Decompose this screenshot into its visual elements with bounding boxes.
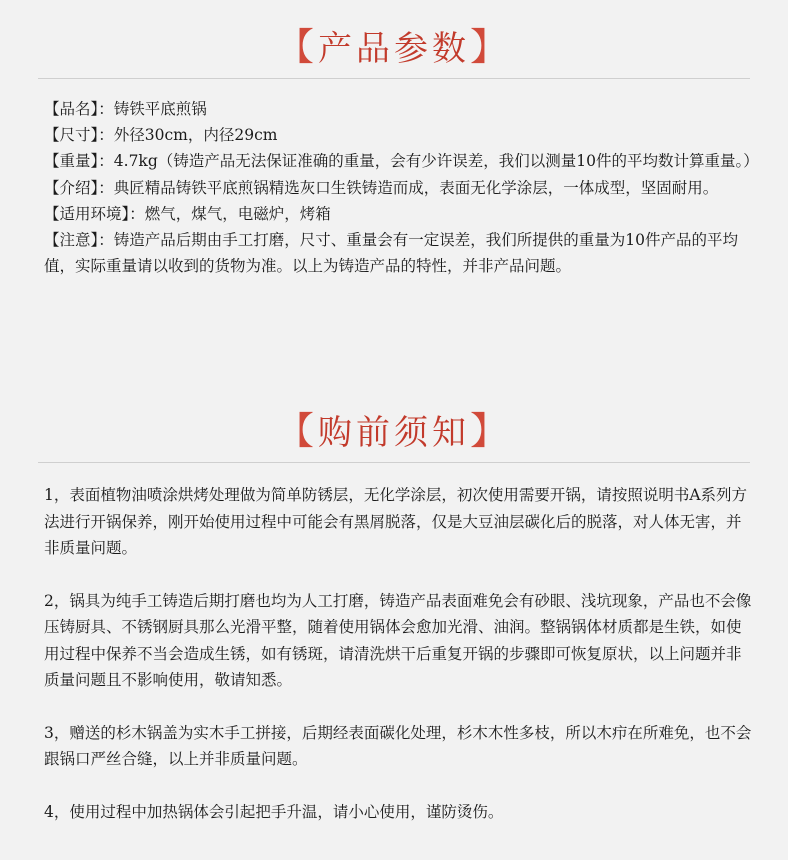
param-row	[44, 201, 760, 227]
param-value: 外径30cm，内径29cm	[113, 126, 278, 145]
param-key: 【注意】	[44, 231, 99, 250]
note-item: 3，赠送的杉木锅盖为实木手工拼接，后期经表面碳化处理，杉木木性多枝，所以木疖在所难免，也不会跟锅口严丝合缝，以上并非质量问题。	[44, 723, 752, 768]
param-row	[44, 175, 760, 201]
title-bracket-left: 【	[275, 409, 318, 453]
param-key: 【介绍】	[44, 178, 99, 197]
param-row	[44, 148, 760, 174]
title-bracket-right: 】	[470, 25, 513, 69]
param-key: 【重量】	[44, 152, 99, 171]
param-sep: ：	[98, 152, 114, 171]
note-item: 4，使用过程中加热锅体会引起把手升温，请小心使用，谨防烫伤。	[44, 802, 504, 821]
param-value: 铸造产品后期由手工打磨，尺寸、重量会有一定误差，我们所提供的重量为10件产品的平均值，实际重量请以收到的货物为准。以上为铸造产品的特性，并非产品问题。	[44, 231, 739, 276]
divider	[38, 462, 750, 463]
section-title-product-params	[0, 25, 788, 69]
param-value: 铸铁平底煎锅	[113, 100, 207, 118]
params-list	[44, 96, 760, 279]
divider	[38, 78, 750, 79]
section-title-purchase-notes	[0, 409, 788, 453]
title-bracket-left: 【	[275, 25, 318, 69]
param-sep: ：	[98, 126, 114, 145]
param-key: 【适用环境】	[44, 204, 130, 223]
param-row	[44, 122, 760, 148]
param-value: 典匠精品铸铁平底煎锅精选灰口生铁铸造而成，表面无化学涂层，一体成型，坚固耐用。	[113, 178, 719, 197]
param-value: 4.7kg（铸造产品无法保证准确的重量，会有少许误差，我们以测量10件的平均数计算重量。）	[113, 152, 759, 171]
note-item: 1，表面植物油喷涂烘烤处理做为简单防锈层，无化学涂层，初次使用需要开锅，请按照说明书A系列方法进行开锅保养，刚开始使用过程中可能会有黑屑脱落，仅是大豆油层碳化后的脱落，对人体无害，并非质量问题。	[44, 486, 748, 557]
param-key: 【品名】	[44, 100, 99, 118]
param-sep: ：	[98, 178, 114, 197]
param-row	[44, 227, 760, 279]
param-key: 【尺寸】	[44, 126, 99, 145]
title-text: 购前须知	[318, 413, 470, 453]
param-value: 燃气，煤气，电磁炉，烤箱	[144, 204, 331, 223]
param-sep: ：	[98, 231, 114, 250]
param-sep: ：	[129, 204, 145, 223]
notes-list	[44, 482, 756, 851]
param-sep: ：	[98, 100, 114, 118]
param-row	[44, 96, 760, 122]
title-bracket-right: 】	[470, 409, 513, 453]
note-item: 2，锅具为纯手工铸造后期打磨也均为人工打磨，铸造产品表面难免会有砂眼、浅坑现象，产品也不会像压铸厨具、不锈钢厨具那么光滑平整，随着使用锅体会愈加光滑、油润。整锅锅体材质都是生铁，如使用过程中保养不当会造成生锈，如有锈斑，请清洗烘干后重复开锅的步骤即可恢复原状，以上问题并非质量问题且不影响使用，敬请知悉。	[44, 591, 752, 689]
title-text: 产品参数	[318, 29, 470, 69]
